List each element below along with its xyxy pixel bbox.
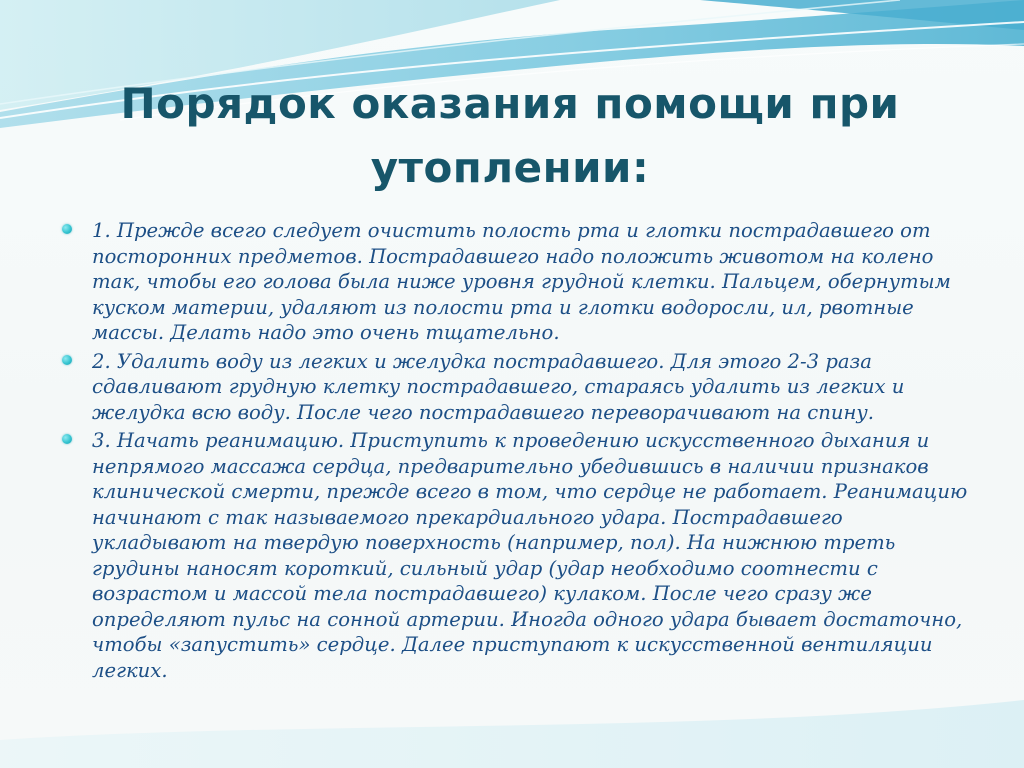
wave-band-bottom	[0, 700, 1024, 768]
list-item-1	[60, 218, 975, 346]
list-item-2	[60, 349, 975, 426]
bullet-list	[60, 218, 975, 686]
title-line-2: утоплении:	[370, 143, 650, 192]
list-item-text: 2. Удалить воду из легких и желудка пострадавшего. Для этого 2-3 раза сдавливают грудную клетку пострадавшего, стараясь удалить из легких и желудка всю воду. После чего пострадавшего переворачивают на спину.	[92, 349, 905, 424]
bullet-dot-icon	[62, 224, 72, 234]
title-line-1: Порядок оказания помощи при	[120, 79, 900, 128]
list-item-3	[60, 428, 975, 683]
slide-title	[60, 72, 960, 200]
bullet-dot-icon	[62, 355, 72, 365]
list-item-text: 3. Начать реанимацию. Приступить к проведению искусственного дыхания и непрямого массажа сердца, предварительно убедившись в наличии признаков клинической смерти, прежде всего в том, что сердце не работает. Реанимацию начинают с так называемого прекардиального удара. Пострадавшего укладывают на твердую поверхность (например, пол). На нижнюю треть грудины наносят короткий, сильный удар (удар необходимо соотнести с возрастом и массой тела пострадавшего) кулаком. После чего сразу же определяют пульс на сонной артерии. Иногда одного удара бывает достаточно, чтобы «запустить» сердце. Далее приступают к искусственной вентиляции легких.	[92, 429, 968, 682]
list-item-text: 1. Прежде всего следует очистить полость рта и глотки пострадавшего от посторонних предметов. Пострадавшего надо положить животом на колено так, чтобы его голова была ниже уровня грудной клетки. Пальцем, обернутым куском материи, удаляют из полости рта и глотки водоросли, ил, рвотные массы. Делать надо это очень тщательно.	[92, 219, 951, 344]
bullet-dot-icon	[62, 434, 72, 444]
